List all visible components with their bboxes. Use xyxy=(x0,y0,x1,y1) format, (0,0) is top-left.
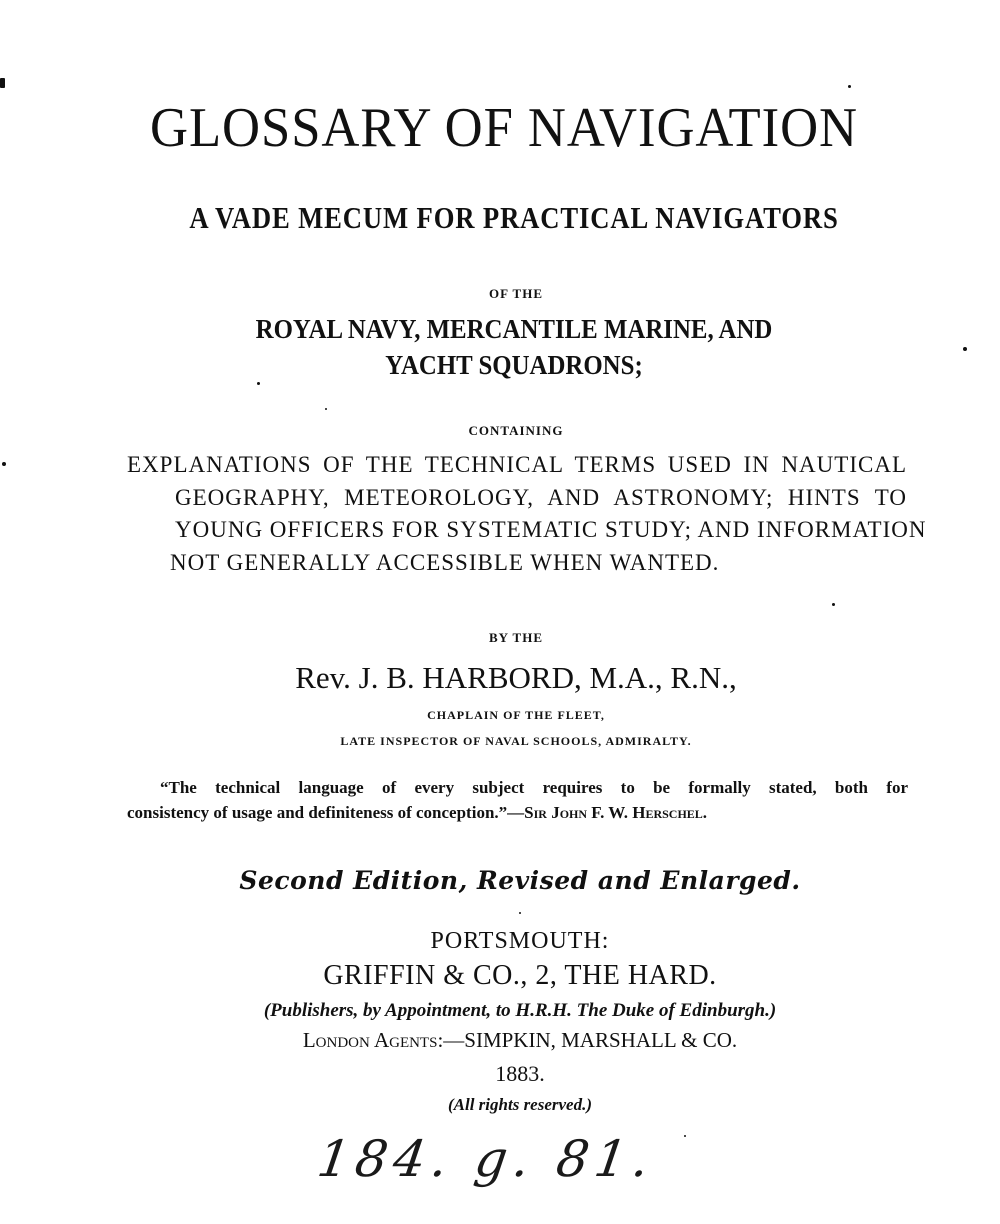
scan-speck xyxy=(963,347,967,351)
imprint-rights: (All rights reserved.) xyxy=(447,1095,593,1114)
imprint-year: 1883. xyxy=(495,1061,545,1086)
london-agents-label: London Agents xyxy=(302,1028,438,1052)
author-office-1: CHAPLAIN OF THE FLEET, xyxy=(427,708,605,722)
explanation-line-2: GEOGRAPHY, METEOROLOGY, AND ASTRONOMY; HINTS TO xyxy=(175,485,907,510)
author-office-2: LATE INSPECTOR OF NAVAL SCHOOLS, ADMIRALTY. xyxy=(340,734,692,748)
scan-speck xyxy=(832,603,835,606)
explanation-line-4: NOT GENERALLY ACCESSIBLE WHEN WANTED. xyxy=(170,550,720,575)
book-subtitle: A VADE MECUM FOR PRACTICAL NAVIGATORS xyxy=(189,200,839,235)
explanation-line-1: EXPLANATIONS OF THE TECHNICAL TERMS USED IN NAUTICAL xyxy=(127,452,907,477)
epigraph-attribution: Sir John F. W. Herschel. xyxy=(524,803,708,822)
scan-speck xyxy=(0,78,5,88)
services-line-1: ROYAL NAVY, MERCANTILE MARINE, AND xyxy=(255,314,773,344)
services-line-2: YACHT SQUADRONS; xyxy=(385,350,643,380)
explanation-line-3: YOUNG OFFICERS FOR SYSTEMATIC STUDY; AND INFORMATION xyxy=(175,517,927,542)
scan-speck xyxy=(684,1135,686,1137)
scan-speck xyxy=(848,85,851,88)
epigraph-text: consistency of usage and definiteness of conception.”— xyxy=(127,803,525,822)
imprint-publisher: GRIFFIN & CO., 2, THE HARD. xyxy=(323,960,717,991)
london-agents-value: :—SIMPKIN, MARSHALL & CO. xyxy=(437,1028,738,1052)
scan-speck xyxy=(519,912,521,914)
edition-note: Second Edition, Revised and Enlarged. xyxy=(239,866,801,895)
epigraph-line-1: “The technical language of every subject requires to be formally stated, both for xyxy=(160,778,908,797)
book-title: GLOSSARY OF NAVIGATION xyxy=(149,97,858,159)
imprint-city: PORTSMOUTH: xyxy=(430,928,610,954)
author-name: Rev. J. B. HARBORD, M.A., R.N., xyxy=(295,660,737,695)
containing-label: CONTAINING xyxy=(468,423,564,438)
by-the-label: BY THE xyxy=(488,630,544,645)
imprint-london-agents xyxy=(20,1028,1000,1053)
scan-speck xyxy=(325,408,327,410)
scan-speck xyxy=(2,462,6,466)
of-the-label: OF THE xyxy=(488,286,544,301)
epigraph-line-2 xyxy=(127,803,707,823)
handwritten-shelfmark: 184. g. 81. xyxy=(313,1130,659,1188)
scan-speck xyxy=(257,382,260,385)
imprint-appointment: (Publishers, by Appointment, to H.R.H. The Duke of Edinburgh.) xyxy=(263,1000,777,1021)
